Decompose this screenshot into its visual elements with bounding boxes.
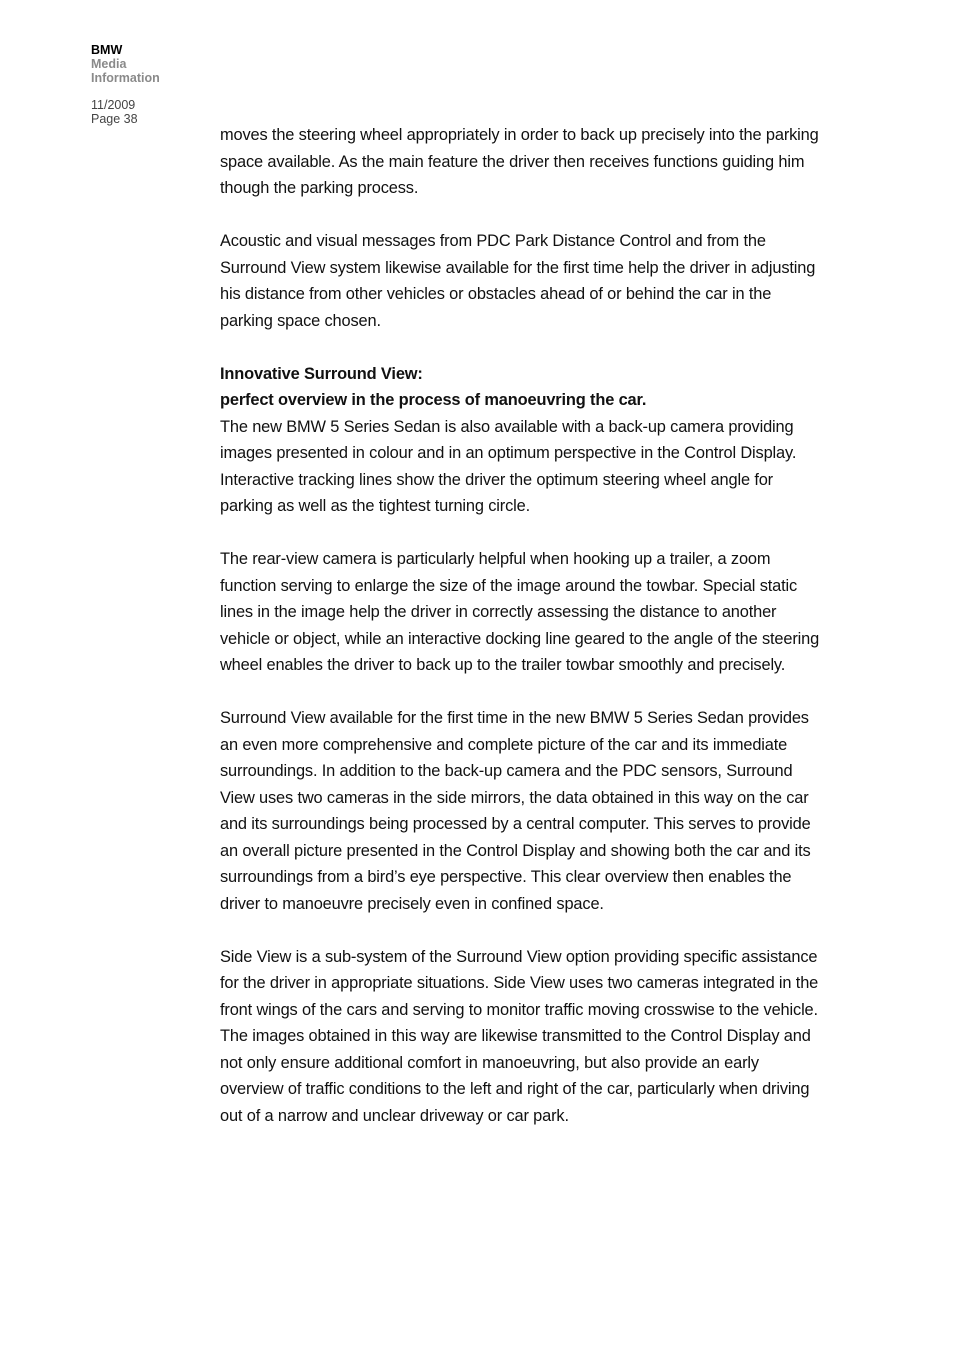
section-heading-line2: perfect overview in the process of manoeuvring the car. xyxy=(220,391,647,409)
brand-name: BMW xyxy=(91,43,123,57)
paragraph-side-view: Side View is a sub-system of the Surround View option providing specific assistance for the driver in appropriate situations. Side View uses two cameras integrated in the front wings of the cars and serving to monitor traffic moving crosswise to the vehicle. The images obtained in this way are likewise transmitted to the Control Display and not only ensure additional comfort in manoeuvring, but also provide an early overview of traffic conditions to the left and right of the car, particularly when driving out of a narrow and unclear driveway or car park. xyxy=(220,947,819,1125)
paragraph-surround-view: Surround View available for the first time in the new BMW 5 Series Sedan provides an even more comprehensive and complete picture of the car and its immediate surroundings. In addition to the back-up camera and the PDC sensors, Surround View uses two cameras in the side mirrors, the data obtained in this way on the car and its surroundings being processed by a central computer. This serves to provide an overall picture presented in the Control Display and showing both the car and its surroundings from a bird’s eye perspective. This clear overview then enables the driver to manoeuvre precisely even in confined space. xyxy=(220,709,811,913)
document-date: 11/2009 xyxy=(91,98,136,112)
document-header xyxy=(91,43,201,126)
paragraph-pdc-messages: Acoustic and visual messages from PDC Park Distance Control and from the Surround View system likewise available for the first time help the driver in adjusting his distance from other vehicles or obstacles ahead of or behind the car in the parking space chosen. xyxy=(220,232,816,330)
brand-subtitle-information: Information xyxy=(91,71,160,85)
section-heading-line1: Innovative Surround View: xyxy=(220,364,423,383)
section-surround-view xyxy=(220,361,820,520)
paragraph-back-up-camera: The new BMW 5 Series Sedan is also available with a back-up camera providing images presented in colour and in an optimum perspective in the Control Display. Interactive tracking lines show the driver the optimum steering wheel angle for parking as well as the tightest turning circle. xyxy=(220,417,797,515)
brand-subtitle-media: Media xyxy=(91,57,127,71)
document-body xyxy=(220,122,820,1156)
page-number: Page 38 xyxy=(91,112,138,126)
paragraph-rear-view-camera: The rear-view camera is particularly helpful when hooking up a trailer, a zoom function serving to enlarge the size of the image around the towbar. Special static lines in the image help the driver in correctly assessing the distance to another vehicle or object, while an interactive docking line geared to the angle of the steering wheel enables the driver to back up to the trailer towbar smoothly and precisely. xyxy=(220,550,820,674)
paragraph-parking-continued: moves the steering wheel appropriately in order to back up precisely into the parking space available. As the main feature the driver then receives functions guiding him though the parking process. xyxy=(220,126,819,197)
